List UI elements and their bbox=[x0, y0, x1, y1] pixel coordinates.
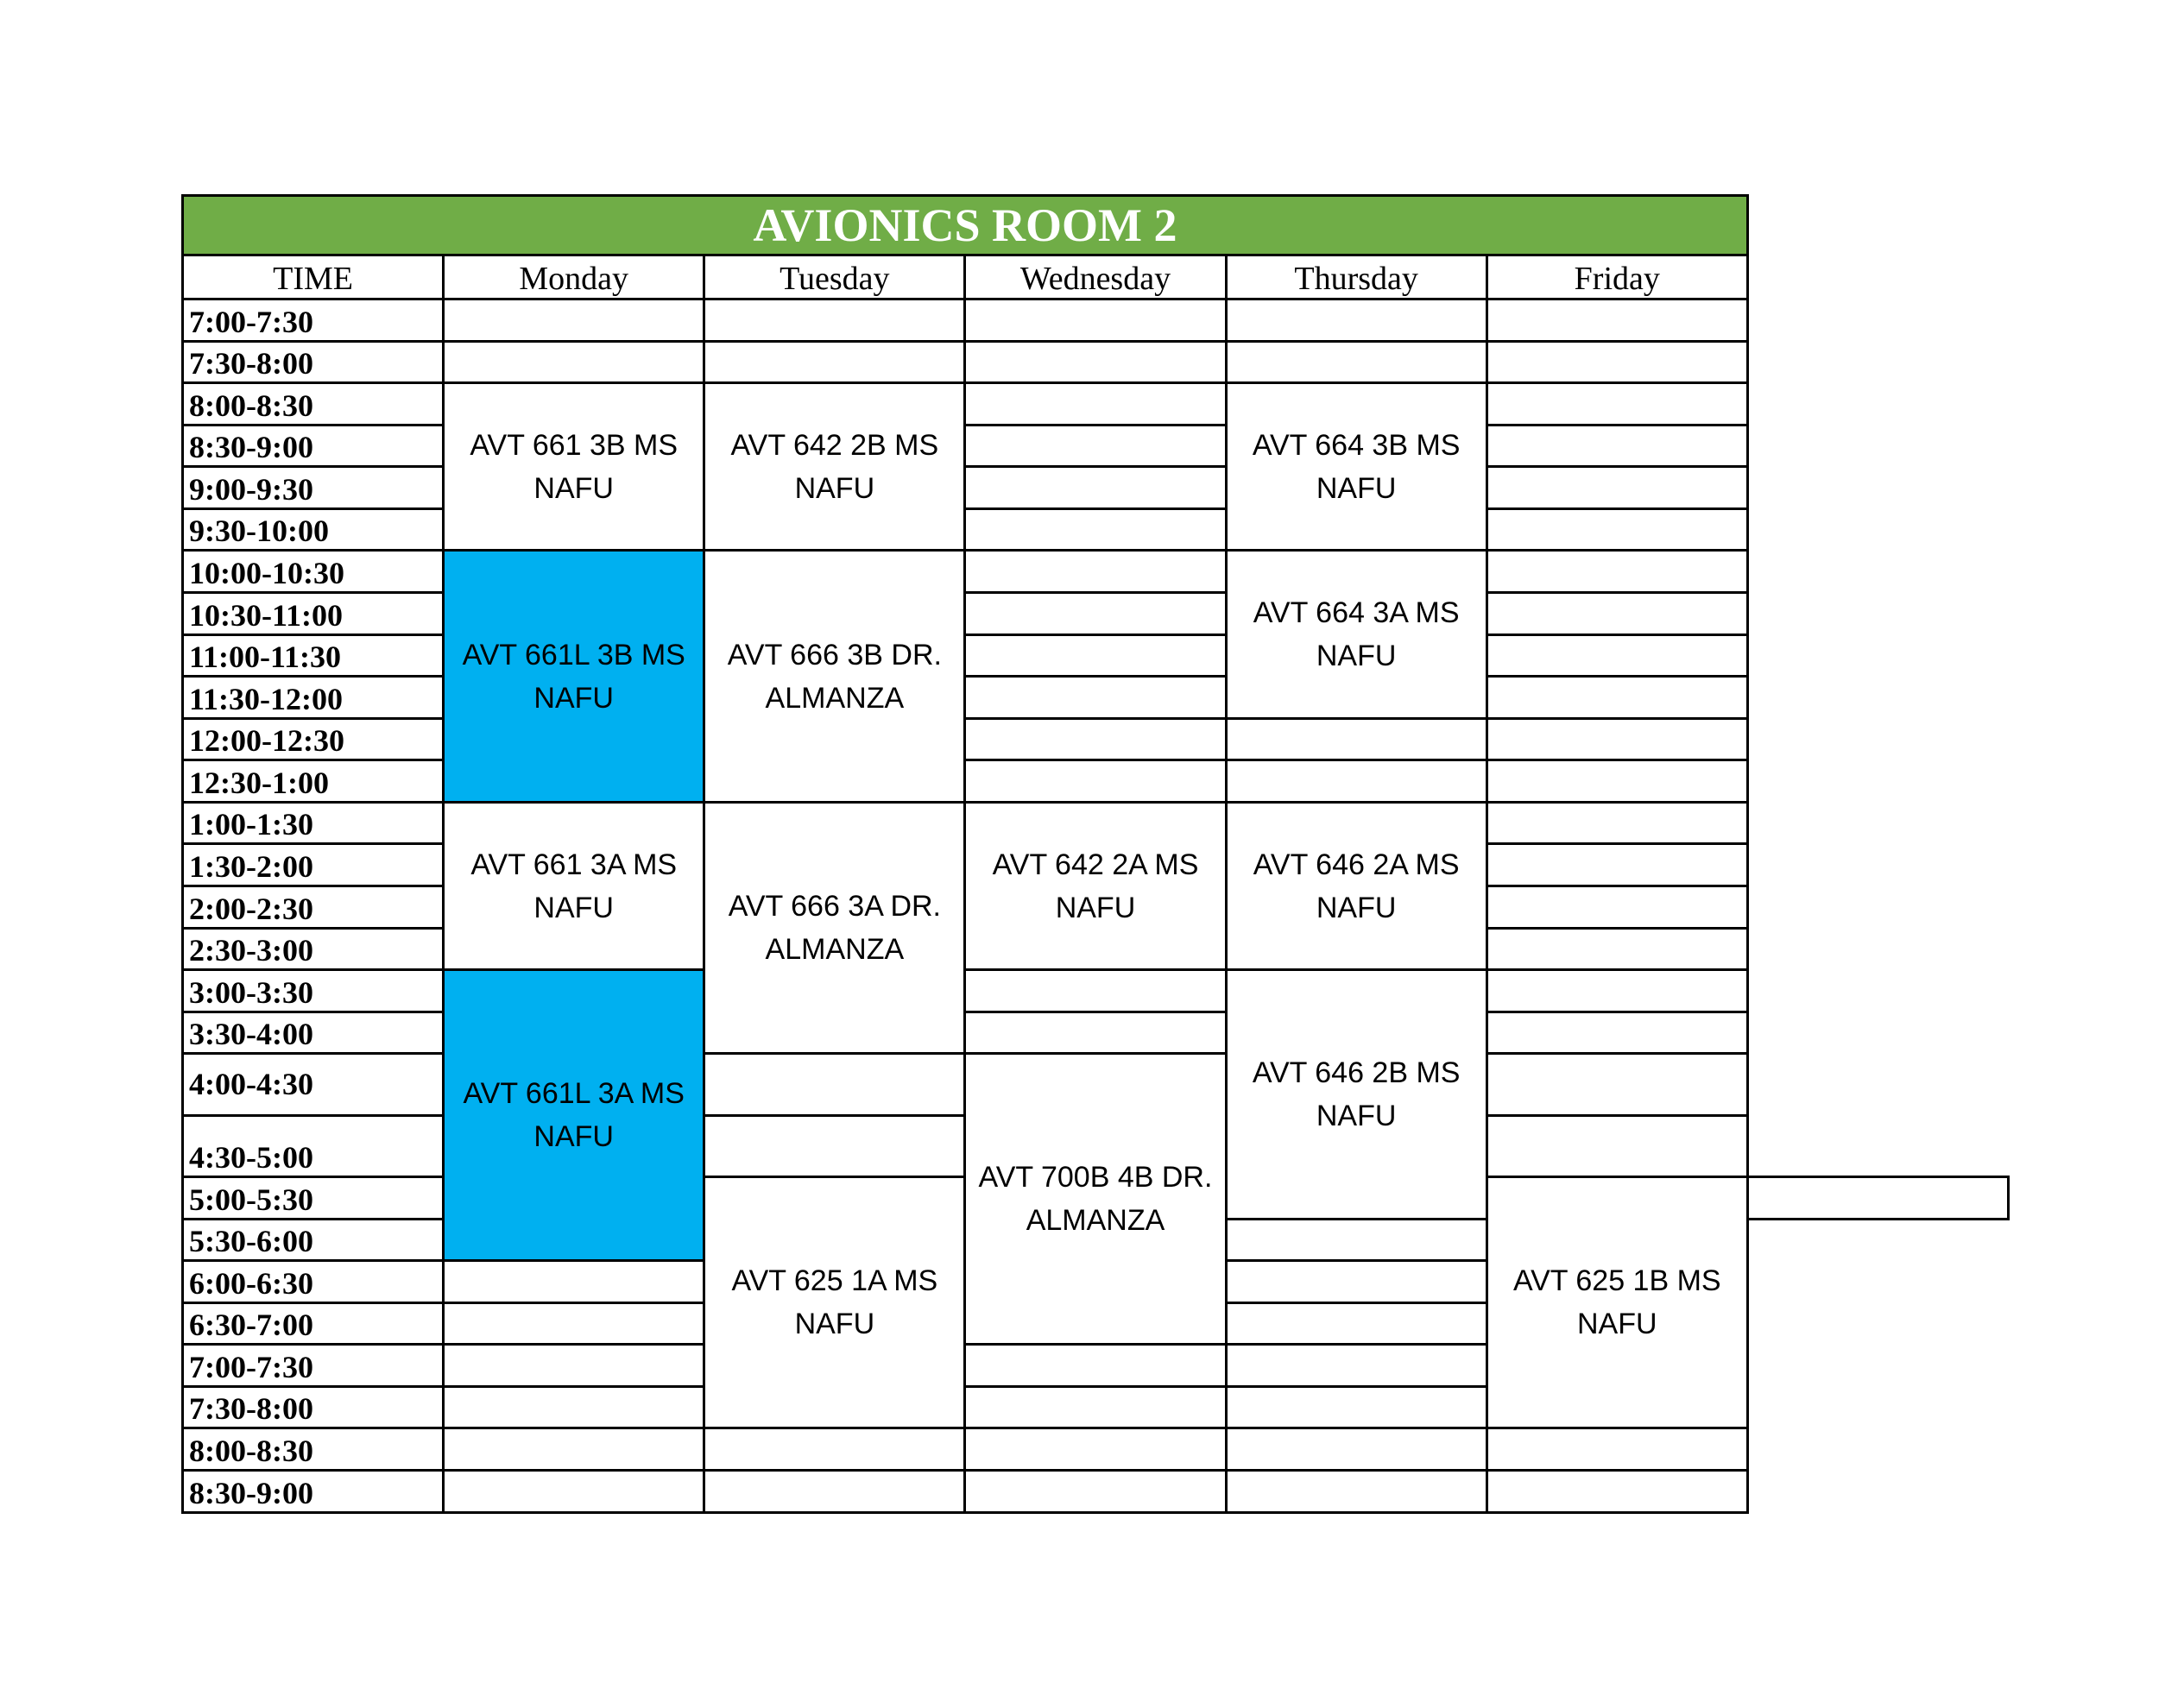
row-26 bbox=[183, 1428, 2009, 1471]
time-label: 12:00-12:30 bbox=[183, 718, 444, 760]
header-monday: Monday bbox=[444, 255, 704, 299]
row-12 bbox=[183, 802, 2009, 844]
class-cell-tuesday: AVT 642 2B MS NAFU bbox=[704, 383, 965, 551]
time-label: 8:00-8:30 bbox=[183, 1428, 444, 1471]
lab-cell-monday: AVT 661L 3B MS NAFU bbox=[444, 551, 704, 802]
empty-cell bbox=[444, 1261, 704, 1303]
time-label: 7:30-8:00 bbox=[183, 1386, 444, 1428]
empty-cell bbox=[1226, 718, 1487, 760]
header-thursday: Thursday bbox=[1226, 255, 1487, 299]
empty-cell bbox=[1226, 1386, 1487, 1428]
empty-cell bbox=[965, 970, 1226, 1012]
class-cell-thursday: AVT 664 3B MS NAFU bbox=[1226, 383, 1487, 551]
class-cell-wednesday: AVT 642 2A MS NAFU bbox=[965, 802, 1226, 969]
empty-cell bbox=[965, 677, 1226, 719]
empty-cell bbox=[1226, 341, 1487, 383]
empty-cell bbox=[444, 1386, 704, 1428]
empty-cell bbox=[704, 1054, 965, 1115]
empty-cell bbox=[1487, 299, 1747, 341]
class-cell-thursday: AVT 646 2B MS NAFU bbox=[1226, 970, 1487, 1219]
empty-cell bbox=[965, 1428, 1226, 1471]
empty-cell bbox=[965, 467, 1226, 509]
empty-cell bbox=[1226, 1302, 1487, 1345]
empty-cell bbox=[1487, 592, 1747, 634]
empty-cell bbox=[965, 760, 1226, 803]
time-label: 9:00-9:30 bbox=[183, 467, 444, 509]
time-label: 8:30-9:00 bbox=[183, 1471, 444, 1513]
empty-cell bbox=[444, 1302, 704, 1345]
class-cell-monday: AVT 661 3B MS NAFU bbox=[444, 383, 704, 551]
row-0 bbox=[183, 299, 2009, 341]
empty-cell bbox=[444, 1471, 704, 1513]
row-1 bbox=[183, 341, 2009, 383]
time-label: 12:30-1:00 bbox=[183, 760, 444, 803]
empty-cell bbox=[1226, 1471, 1487, 1513]
class-cell-wednesday: AVT 700B 4B DR. ALMANZA bbox=[965, 1054, 1226, 1345]
time-label: 11:00-11:30 bbox=[183, 634, 444, 677]
empty-cell bbox=[444, 299, 704, 341]
empty-cell bbox=[1487, 634, 1747, 677]
empty-cell bbox=[1487, 677, 1747, 719]
empty-cell bbox=[1487, 970, 1747, 1012]
class-cell-monday: AVT 661 3A MS NAFU bbox=[444, 802, 704, 969]
time-label: 5:00-5:30 bbox=[183, 1176, 444, 1219]
schedule-table bbox=[181, 194, 2010, 1514]
empty-cell bbox=[1487, 1054, 1747, 1115]
header-tuesday: Tuesday bbox=[704, 255, 965, 299]
time-label: 11:30-12:00 bbox=[183, 677, 444, 719]
empty-cell bbox=[704, 1115, 965, 1176]
empty-cell bbox=[1487, 341, 1747, 383]
empty-cell bbox=[965, 299, 1226, 341]
empty-cell bbox=[704, 1428, 965, 1471]
empty-cell bbox=[1487, 383, 1747, 426]
header-time: TIME bbox=[183, 255, 444, 299]
empty-cell bbox=[1226, 1345, 1487, 1387]
empty-cell bbox=[965, 383, 1226, 426]
empty-cell bbox=[965, 508, 1226, 551]
time-label: 2:30-3:00 bbox=[183, 928, 444, 970]
empty-cell bbox=[1487, 760, 1747, 803]
empty-cell bbox=[704, 299, 965, 341]
empty-cell bbox=[965, 1345, 1226, 1387]
time-label: 4:00-4:30 bbox=[183, 1054, 444, 1115]
empty-cell bbox=[965, 592, 1226, 634]
empty-cell bbox=[1487, 1115, 1747, 1176]
time-label: 7:30-8:00 bbox=[183, 341, 444, 383]
empty-cell bbox=[1226, 760, 1487, 803]
time-label: 5:30-6:00 bbox=[183, 1219, 444, 1261]
class-cell-tuesday: AVT 666 3B DR. ALMANZA bbox=[704, 551, 965, 802]
time-label: 7:00-7:30 bbox=[183, 299, 444, 341]
empty-cell bbox=[1226, 1261, 1487, 1303]
empty-cell bbox=[1226, 1219, 1487, 1261]
time-label: 8:30-9:00 bbox=[183, 425, 444, 467]
empty-cell bbox=[965, 634, 1226, 677]
empty-cell bbox=[444, 1428, 704, 1471]
empty-cell bbox=[704, 1471, 965, 1513]
row-16 bbox=[183, 970, 2009, 1012]
empty-cell bbox=[965, 551, 1226, 593]
time-label: 6:00-6:30 bbox=[183, 1261, 444, 1303]
empty-cell bbox=[1487, 551, 1747, 593]
time-label: 2:00-2:30 bbox=[183, 886, 444, 929]
time-label: 10:00-10:30 bbox=[183, 551, 444, 593]
time-label: 1:00-1:30 bbox=[183, 802, 444, 844]
empty-cell bbox=[965, 718, 1226, 760]
lab-cell-monday: AVT 661L 3A MS NAFU bbox=[444, 970, 704, 1261]
header-wednesday: Wednesday bbox=[965, 255, 1226, 299]
empty-cell bbox=[965, 425, 1226, 467]
time-label: 4:30-5:00 bbox=[183, 1115, 444, 1176]
row-6 bbox=[183, 551, 2009, 593]
empty-cell bbox=[1487, 1471, 1747, 1513]
empty-cell bbox=[1487, 886, 1747, 929]
empty-cell bbox=[1487, 718, 1747, 760]
empty-cell bbox=[1747, 1176, 2008, 1219]
empty-cell bbox=[965, 1012, 1226, 1054]
empty-cell bbox=[965, 341, 1226, 383]
empty-cell bbox=[1487, 467, 1747, 509]
empty-cell bbox=[965, 1471, 1226, 1513]
schedule-title: AVIONICS ROOM 2 bbox=[183, 196, 1748, 255]
class-cell-tuesday: AVT 625 1A MS NAFU bbox=[704, 1176, 965, 1428]
time-label: 10:30-11:00 bbox=[183, 592, 444, 634]
class-cell-thursday: AVT 664 3A MS NAFU bbox=[1226, 551, 1487, 718]
empty-cell bbox=[704, 341, 965, 383]
row-27 bbox=[183, 1471, 2009, 1513]
row-2 bbox=[183, 383, 2009, 426]
empty-cell bbox=[1487, 802, 1747, 844]
empty-cell bbox=[1226, 1428, 1487, 1471]
empty-cell bbox=[1487, 1428, 1747, 1471]
empty-cell bbox=[1487, 1012, 1747, 1054]
empty-cell bbox=[444, 341, 704, 383]
time-label: 1:30-2:00 bbox=[183, 844, 444, 886]
empty-cell bbox=[1487, 508, 1747, 551]
empty-cell bbox=[1487, 844, 1747, 886]
header-friday: Friday bbox=[1487, 255, 1747, 299]
time-label: 8:00-8:30 bbox=[183, 383, 444, 426]
empty-cell bbox=[1226, 299, 1487, 341]
empty-cell bbox=[1487, 928, 1747, 970]
empty-cell bbox=[444, 1345, 704, 1387]
time-label: 7:00-7:30 bbox=[183, 1345, 444, 1387]
class-cell-thursday: AVT 646 2A MS NAFU bbox=[1226, 802, 1487, 969]
class-cell-thursday: AVT 625 1B MS NAFU bbox=[1487, 1176, 1747, 1428]
empty-cell bbox=[965, 1386, 1226, 1428]
time-label: 9:30-10:00 bbox=[183, 508, 444, 551]
time-label: 6:30-7:00 bbox=[183, 1302, 444, 1345]
time-label: 3:30-4:00 bbox=[183, 1012, 444, 1054]
time-label: 3:00-3:30 bbox=[183, 970, 444, 1012]
empty-cell bbox=[1487, 425, 1747, 467]
class-cell-tuesday: AVT 666 3A DR. ALMANZA bbox=[704, 802, 965, 1053]
